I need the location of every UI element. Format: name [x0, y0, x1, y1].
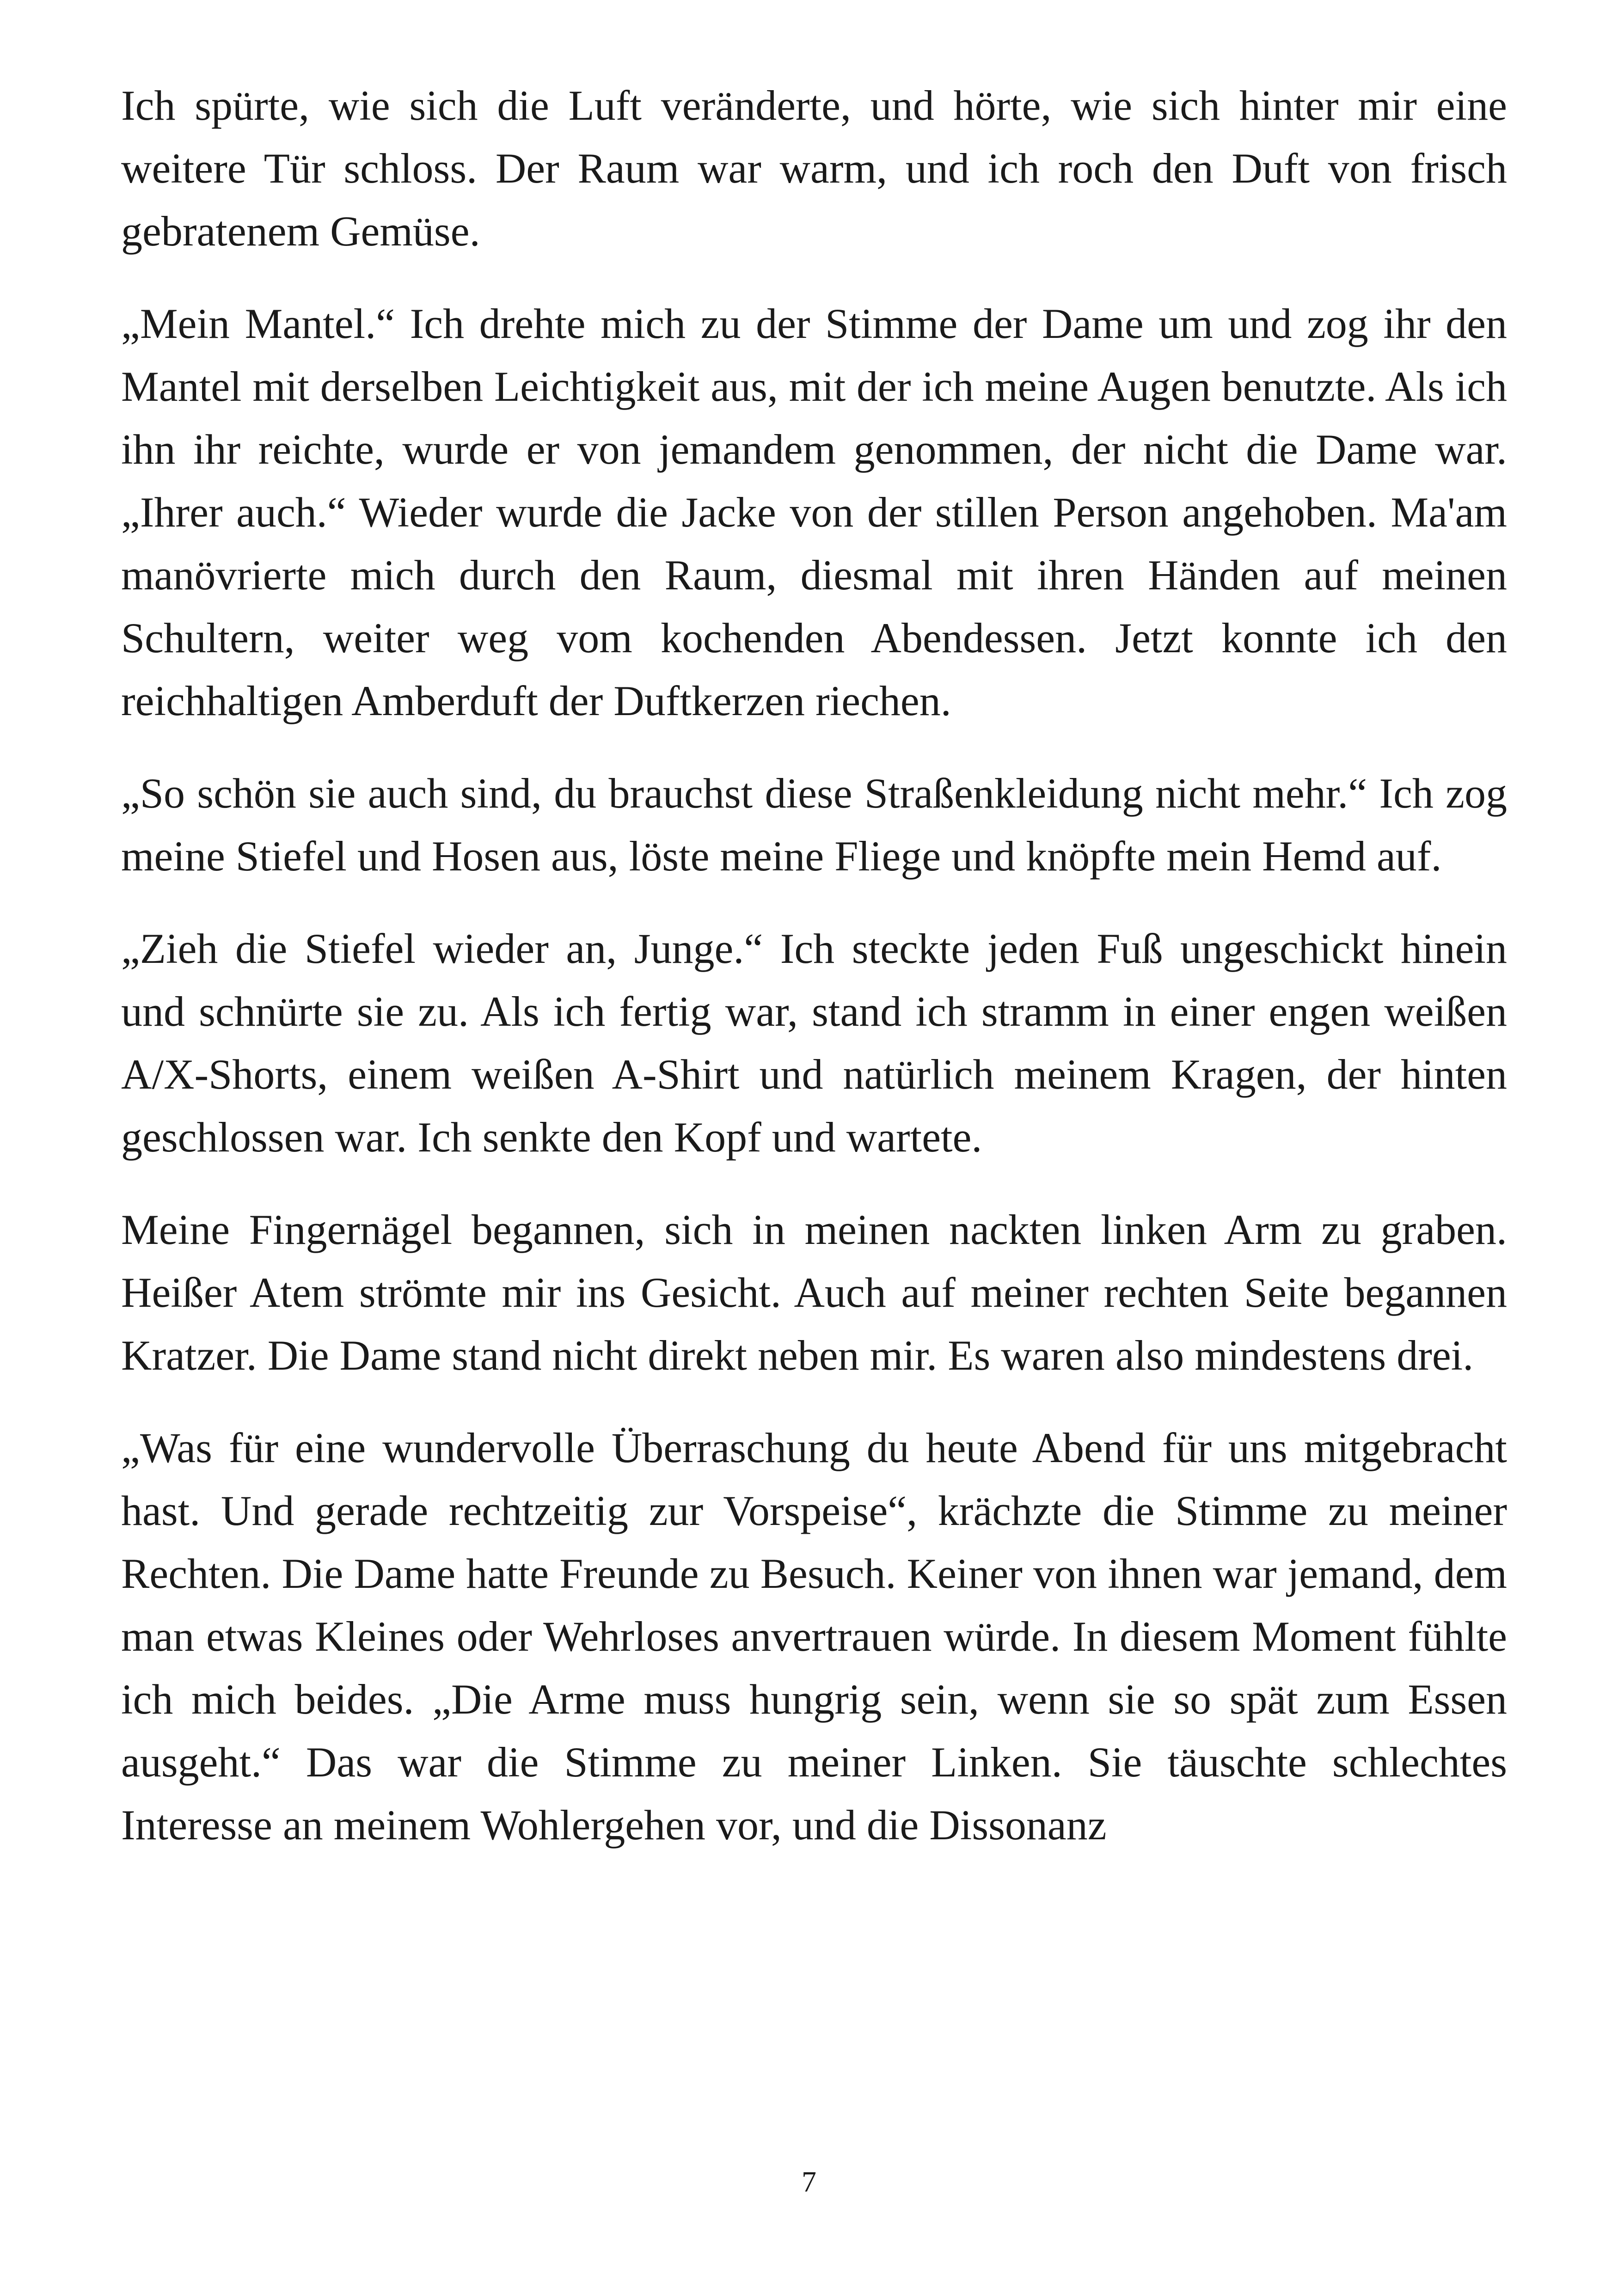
paragraph: „Mein Mantel.“ Ich drehte mich zu der Stimme der Dame um und zog ihr den Mantel mit derselben Leichtigkeit aus, mit der ich meine Augen benutzte. Als ich ihn ihr reichte, wurde er von jemandem genommen, der nicht die Dame war. „Ihrer auch.“ Wieder wurde die Jacke von der stillen Person angehoben. Ma'am manövrierte mich durch den Raum, diesmal mit ihren Händen auf meinen Schultern, weiter weg vom kochenden Abendessen. Jetzt konnte ich den reichhaltigen Amberduft der Duftkerzen riechen.	[121, 300, 1507, 724]
paragraph: Meine Fingernägel begannen, sich in meinen nackten linken Arm zu graben. Heißer Atem strömte mir ins Gesicht. Auch auf meiner rechten Seite begannen Kratzer. Die Dame stand nicht direkt neben mir. Es waren also mindestens drei.	[121, 1206, 1507, 1379]
page-number: 7	[802, 2165, 816, 2198]
paragraph: „Was für eine wundervolle Überraschung du heute Abend für uns mitgebracht hast. Und gerade rechtzeitig zur Vorspeise“, krächzte die Stimme zu meiner Rechten. Die Dame hatte Freunde zu Besuch. Keiner von ihnen war jemand, dem man etwas Kleines oder Wehrloses anvertrauen würde. In diesem Moment fühlte ich mich beides. „Die Arme muss hungrig sein, wenn sie so spät zum Essen ausgeht.“ Das war die Stimme zu meiner Linken. Sie täuschte schlechtes Interesse an meinem Wohlergehen vor, und die Dissonanz	[121, 1424, 1507, 1849]
paragraph: „So schön sie auch sind, du brauchst diese Straßenkleidung nicht mehr.“ Ich zog meine Stiefel und Hosen aus, löste meine Fliege und knöpfte mein Hemd auf.	[121, 770, 1507, 880]
paragraph: „Zieh die Stiefel wieder an, Junge.“ Ich steckte jeden Fuß ungeschickt hinein und schnürte sie zu. Als ich fertig war, stand ich stramm in einer engen weißen A/X-Shorts, einem weißen A-Shirt und natürlich meinem Kragen, der hinten geschlossen war. Ich senkte den Kopf und wartete.	[121, 925, 1507, 1161]
paragraph: Ich spürte, wie sich die Luft veränderte, und hörte, wie sich hinter mir eine weitere Tür schloss. Der Raum war warm, und ich roch den Duft von frisch gebratenem Gemüse.	[121, 82, 1507, 255]
body-text	[121, 74, 1507, 1886]
